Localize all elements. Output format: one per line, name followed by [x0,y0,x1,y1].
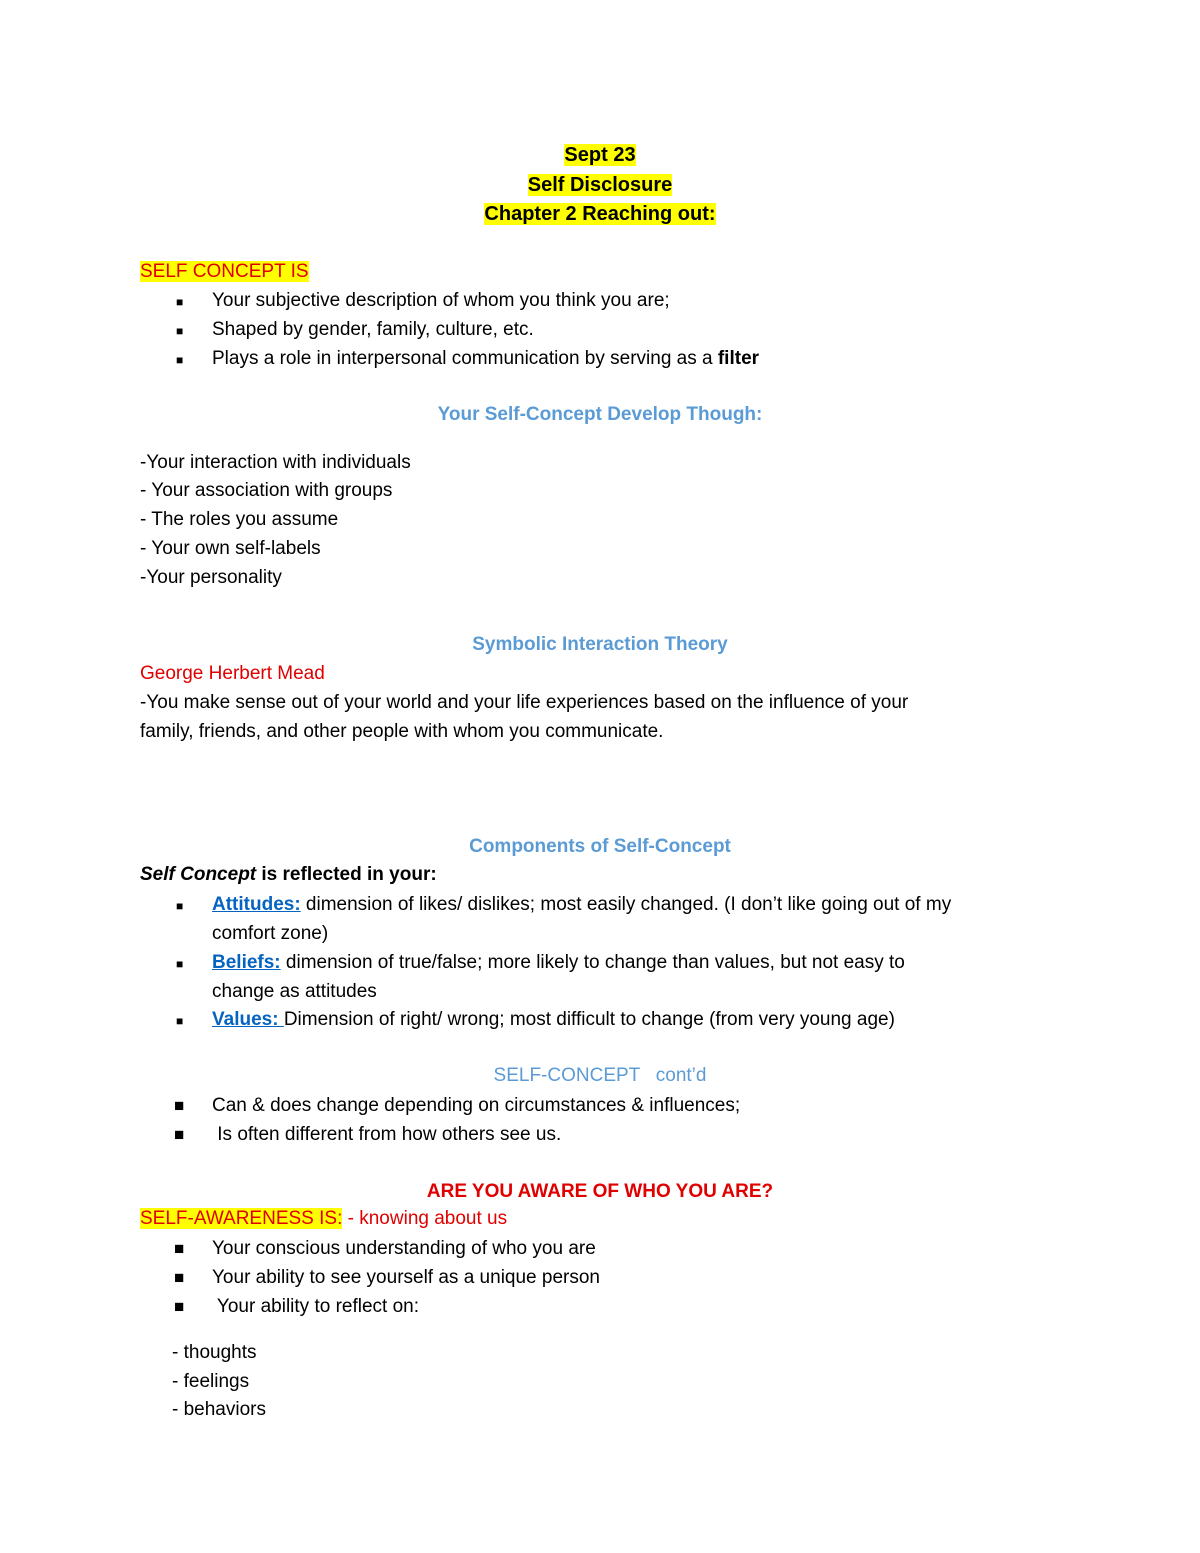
large-square-bullet-icon: ■ [174,1125,185,1144]
list-item: ■ Your conscious understanding of who you are [140,1234,1060,1263]
list-item: ■ Can & does change depending on circumstances & influences; [140,1091,1060,1120]
large-square-bullet-icon: ■ [174,1096,185,1115]
author-name: George Herbert Mead [140,663,325,684]
components-heading: Components of Self-Concept [469,836,731,857]
small-square-bullet-icon: ■ [176,324,184,338]
paragraph-line: -You make sense out of your world and your life experiences based on the influence of your [140,692,909,713]
large-square-bullet-icon: ■ [174,1268,185,1287]
self-concept-heading: SELF CONCEPT IS [140,261,309,282]
list-item: - feelings [172,1371,250,1392]
symbolic-heading: Symbolic Interaction Theory [472,634,728,655]
small-square-bullet-icon: ■ [176,295,184,309]
large-square-bullet-icon: ■ [174,1297,185,1316]
topic-title: Self Disclosure [527,174,673,196]
awareness-definition: SELF-AWARENESS IS: - knowing about us [140,1208,508,1229]
small-square-bullet-icon: ■ [176,957,184,971]
term-values: Values: [212,1009,284,1030]
list-item: - Your own self-labels [140,538,321,559]
term-beliefs: Beliefs: [212,952,281,973]
chapter-title: Chapter 2 Reaching out: [484,203,716,225]
list-item: ■ Shaped by gender, family, culture, etc. [140,315,1060,344]
list-item: ■ Your ability to reflect on: [140,1292,1060,1321]
emphasis-filter: filter [717,348,760,369]
small-square-bullet-icon: ■ [176,899,184,913]
list-item: - Your association with groups [140,480,393,501]
contd-heading: SELF-CONCEPT cont’d [493,1065,707,1086]
list-item: -Your interaction with individuals [140,452,411,473]
paragraph-line: family, friends, and other people with whom you communicate. [140,721,664,742]
awareness-question: ARE YOU AWARE OF WHO YOU ARE? [426,1181,774,1202]
term-attitudes: Attitudes: [212,894,301,915]
list-item: ■ Your subjective description of whom you think you are; [140,286,1060,315]
list-item: ■ Values: Dimension of right/ wrong; most difficult to change (from very young age) [140,1005,1060,1034]
list-item: - behaviors [172,1399,266,1420]
develop-heading: Your Self-Concept Develop Though: [437,404,763,425]
list-item: ■ Is often different from how others see us. [140,1120,1060,1149]
list-item: ■ Attitudes: dimension of likes/ dislikes; most easily changed. (I don’t like going out of my comfort zone) [176,894,952,944]
date-title: Sept 23 [564,144,636,166]
list-item: ■ Beliefs: dimension of true/false; more likely to change than values, but not easy to change as attitudes [176,952,905,1002]
list-item: ■ Your ability to see yourself as a unique person [140,1263,1060,1292]
list-item: -Your personality [140,567,282,588]
small-square-bullet-icon: ■ [176,1014,184,1028]
components-intro: Self Concept is reflected in your: [140,864,437,885]
small-square-bullet-icon: ■ [176,353,184,367]
list-item: - thoughts [172,1342,257,1363]
list-item: - The roles you assume [140,509,339,530]
list-item: ■ Plays a role in interpersonal communication by serving as a filter [140,344,1060,373]
large-square-bullet-icon: ■ [174,1239,185,1258]
